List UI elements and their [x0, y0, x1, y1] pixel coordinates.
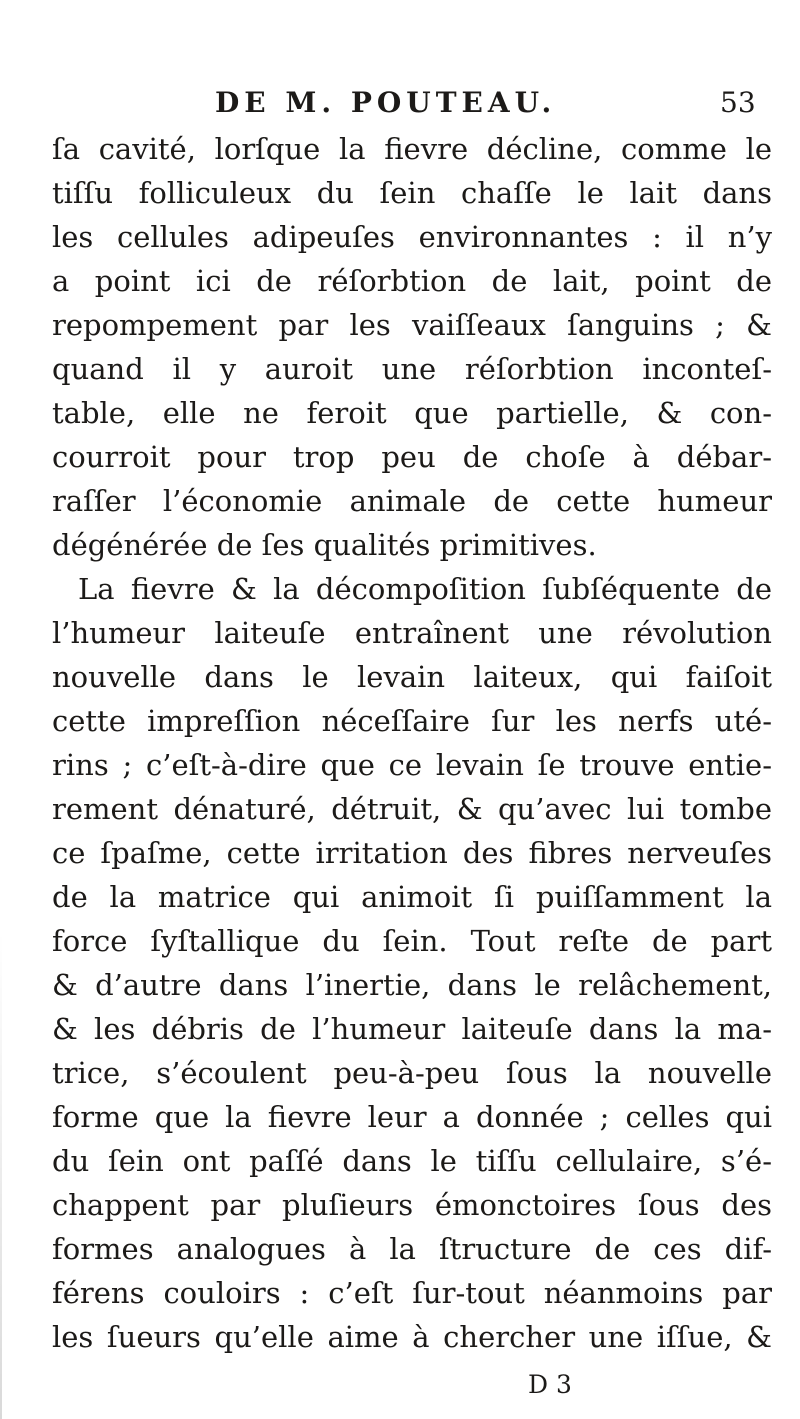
text-line: raſſer l’économie animale de cette humeur — [52, 484, 772, 518]
page-edge-shadow — [0, 930, 2, 1419]
text-line: ce ſpaſme, cette irritation des fibres nerveuſes — [52, 836, 772, 870]
paragraph-first-line: La fievre & la décompoſition ſubſéquente de — [78, 572, 772, 606]
text-line: cette impreſſion néceſſaire ſur les nerfs uté- — [52, 704, 772, 738]
text-line: forme que la fievre leur a donnée ; celles qui — [52, 1100, 772, 1134]
text-line: table, elle ne feroit que partielle, & con- — [52, 396, 772, 430]
text-line: de la matrice qui animoit ſi puiſſamment la — [52, 880, 772, 914]
text-line: quand il y auroit une réſorbtion inconteſ- — [52, 352, 772, 386]
text-line: ſa cavité, lorſque la fievre décline, comme le — [52, 132, 772, 166]
page-number: 53 — [720, 86, 756, 119]
text-line: rement dénaturé, détruit, & qu’avec lui tombe — [52, 792, 772, 826]
text-line: repompement par les vaiſſeaux ſanguins ; & — [52, 308, 772, 342]
text-line: tiſſu folliculeux du ſein chaſſe le lait dans — [52, 176, 772, 210]
running-head: DE M. POUTEAU. — [215, 86, 557, 119]
text-line: les ſueurs qu’elle aime à chercher une iſſue, & — [52, 1320, 772, 1354]
text-line: courroit pour trop peu de choſe à débar- — [52, 440, 772, 474]
text-line: férens couloirs : c’eſt ſur-tout néanmoins par — [52, 1276, 772, 1310]
text-line: & d’autre dans l’inertie, dans le relâchement, — [52, 968, 772, 1002]
text-line: trice, s’écoulent peu-à-peu ſous la nouvelle — [52, 1056, 772, 1090]
text-line: rins ; c’eſt-à-dire que ce levain ſe trouve entie- — [52, 748, 772, 782]
text-line: dégénérée de ſes qualités primitives. — [52, 528, 597, 562]
text-line: a point ici de réſorbtion de lait, point de — [52, 264, 772, 298]
signature-mark: D 3 — [528, 1370, 572, 1399]
text-line: & les débris de l’humeur laiteuſe dans la ma- — [52, 1012, 772, 1046]
text-line: force ſyſtallique du ſein. Tout reſte de part — [52, 924, 772, 958]
text-line: nouvelle dans le levain laiteux, qui faiſoit — [52, 660, 772, 694]
text-line: du ſein ont paſſé dans le tiſſu cellulaire, s’é- — [52, 1144, 772, 1178]
text-line: chappent par pluſieurs émonctoires ſous des — [52, 1188, 772, 1222]
text-line: les cellules adipeuſes environnantes : il n’y — [52, 220, 772, 254]
page-header — [0, 86, 800, 126]
text-line: formes analogues à la ſtructure de ces dif- — [52, 1232, 772, 1266]
text-line: l’humeur laiteuſe entraînent une révolution — [52, 616, 772, 650]
